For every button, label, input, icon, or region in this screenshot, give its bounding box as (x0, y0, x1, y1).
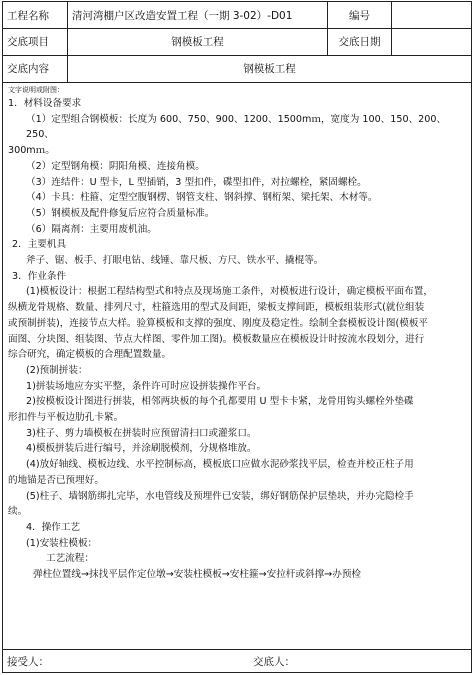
body-line: (2)预制拼装： (26, 364, 88, 376)
project-name-value: 清河湾棚户区改造安置工程（一期 3-02）-D01 (68, 2, 328, 28)
body-line: 续。 (8, 506, 28, 518)
handover-date-value (392, 28, 471, 55)
handover-person-label: 交底人： (253, 655, 295, 668)
section-heading: 4．操作工艺 (26, 521, 81, 533)
body-line: 4)模板拼装后进行编号，并涂刷脱模剂，分规格堆放。 (26, 443, 257, 455)
body-line: 形扣件与平板边肋孔卡紧。 (8, 412, 124, 424)
body-line: (1)模板设计：根据工程结构型式和特点及现场施工条件，对模板进行设计，确定模板平面布置， (26, 286, 433, 298)
body-line: 2)按模板设计图进行拼装，相邻两块板的每个孔都要用 U 型卡卡紧，龙骨用钩头螺栓外垫碟 (26, 396, 414, 408)
section-heading: 1．材料设备要求 (8, 98, 82, 109)
body-line: 300mｍ。 (8, 145, 55, 157)
handover-date-label: 交底日期 (328, 28, 392, 55)
handover-item-value: 钢模板工程 (68, 28, 328, 55)
body-line: 3)柱子、剪力墙模板在拼装时应预留清扫口或灌浆口。 (26, 427, 257, 439)
handover-content-label: 交底内容 (3, 55, 68, 82)
project-name-label: 工程名称 (3, 2, 68, 28)
body-line: 纵横龙骨规格、数量、排列尺寸，柱箍选用的型式及间距，梁板支撑间距，模板组装形式(就位组装 (8, 302, 425, 314)
body-caption: 文字说明或附图： (8, 86, 64, 94)
body-line: (4)放好轴线、模板边线、水平控制标高，模板底口应做水泥砂浆找平层，检查并校正柱子用 (26, 459, 414, 471)
body-line: 或预制拼装)，连接节点大样。验算模板和支撑的强度、刚度及稳定性。绘制全套模板设计图(模板平 (8, 317, 429, 329)
body-line: （2）定型钢角模：阴阳角模、连接角模。 (26, 160, 205, 172)
body-line: 斧子、锯、板手、打眼电钻、线锤、靠尺板、方尺、铁水平、撬棍等。 (26, 255, 324, 267)
body-line: （4）卡具：柱箍、定型空腹钢楞、钢管支柱、钢斜撑、钢桁架、梁托架、木材等。 (26, 192, 378, 204)
body-line: 的地锚是否已预埋好。 (8, 474, 104, 486)
body-line: 面图、分块图、组装图、节点大样图、零件加工图)。模板数量应在模板设计时按流水段划分，进行 (8, 333, 425, 345)
section-heading: 3．作业条件 (12, 270, 67, 282)
body-line: （6）隔离剂：主要用废机油。 (26, 223, 157, 235)
handover-content-value: 钢模板工程 (243, 63, 296, 75)
header-row-content (3, 55, 471, 83)
header-row-item (3, 28, 471, 56)
receiver-label: 接受人： (7, 655, 49, 668)
number-value (392, 2, 471, 28)
body-line: 工艺流程： (46, 553, 94, 565)
handover-body (3, 82, 471, 650)
number-label: 编号 (328, 2, 392, 28)
header-row-project (3, 2, 471, 29)
body-line: 弹柱位置线→抹找平层作定位墩→安装柱模板→安柱箍→安拉杆或斜撑→办预检 (33, 569, 362, 581)
body-line: （5）钢模板及配件修复后应符合质量标准。 (26, 207, 215, 219)
body-line: (1)安装柱模板： (26, 537, 98, 549)
body-line: (5)柱子、墙钢筋绑扎完毕，水电管线及预埋件已安装，绑好钢筋保护层垫块，并办完隐检手 (26, 490, 414, 502)
handover-item-label: 交底项目 (3, 28, 68, 55)
technical-handover-form (2, 1, 472, 673)
body-line: 1)拼装场地应夯实平整，条件许可时应设拼装操作平台。 (26, 380, 267, 392)
body-line: （3）连结件：U 型卡，L 型插销，3 型扣件，碟型扣件，对拉螺栓，紧固螺栓。 (26, 176, 367, 188)
section-heading: 2．主要机具 (12, 239, 67, 251)
body-line: （1）定型组合钢模板：长度为 600、750、900、1200、1500mｍ，宽度为 100、150、200、250、 (26, 113, 447, 141)
signature-row (3, 650, 471, 672)
body-line: 综合研究，确定模板的合理配置数量。 (8, 349, 172, 361)
